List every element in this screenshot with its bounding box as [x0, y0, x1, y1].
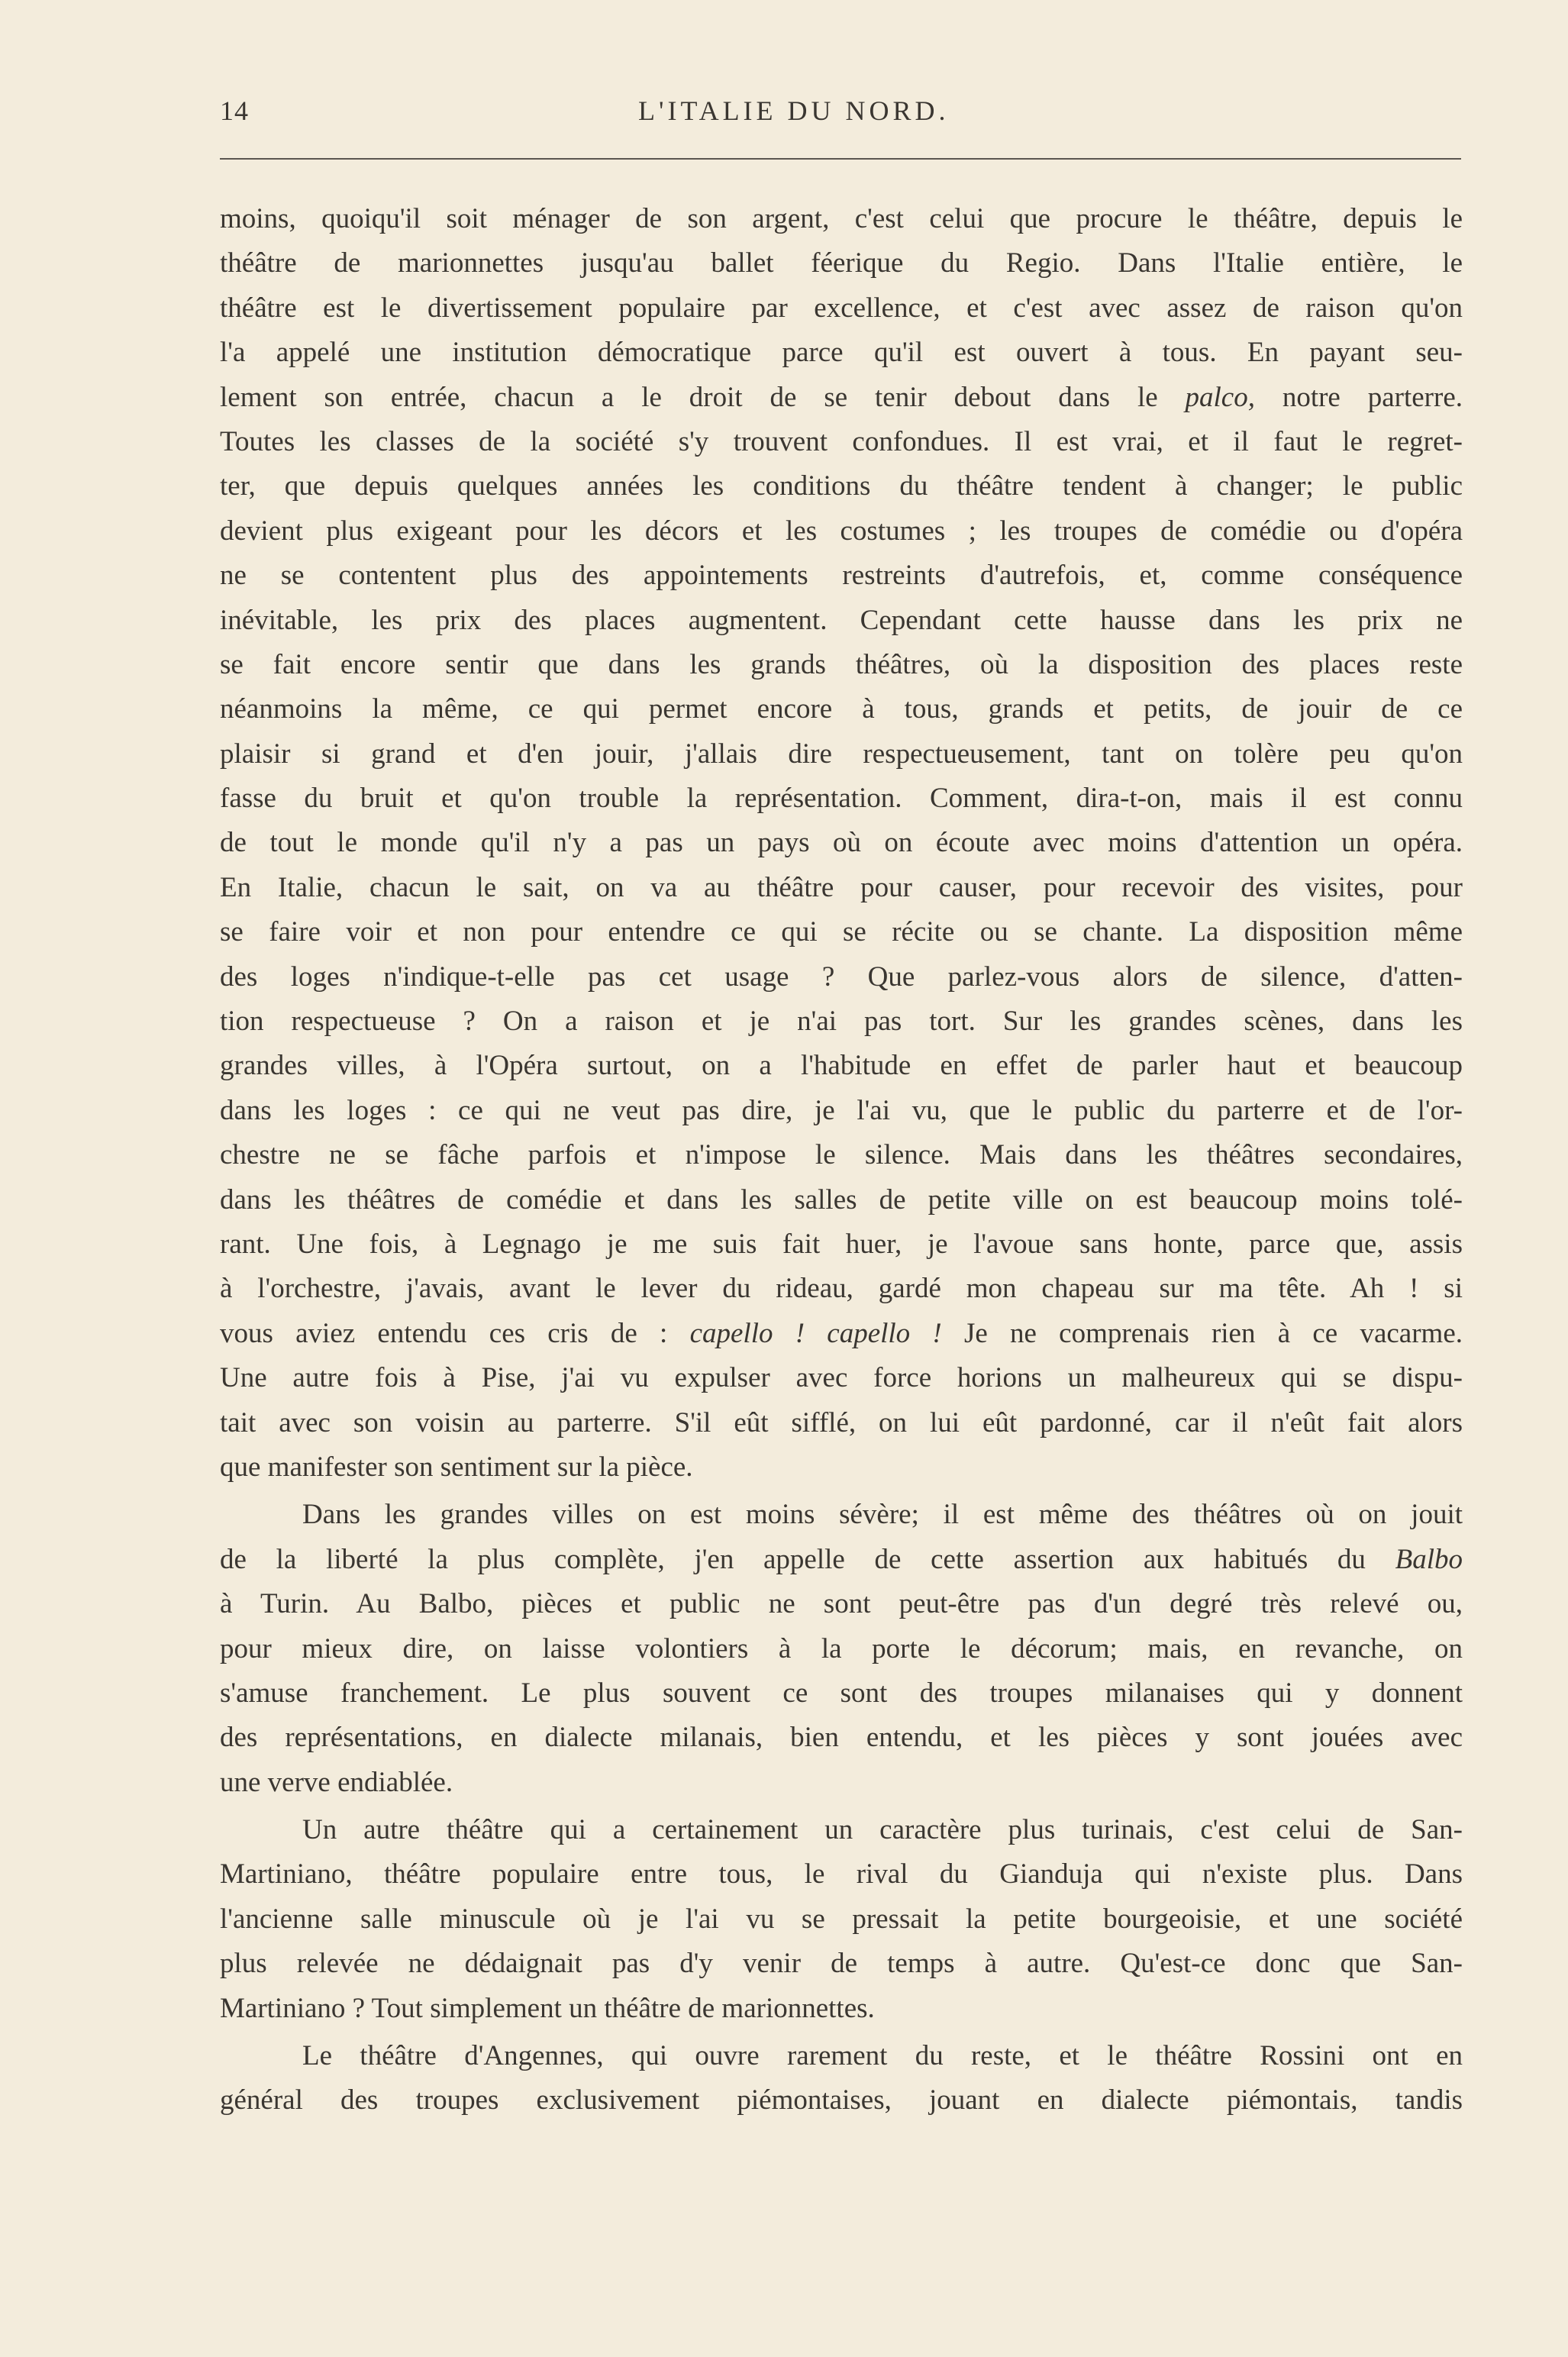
text-line: vous aviez entendu ces cris de : capello ! capello ! Je ne comprenais rien à ce vacarme.	[220, 1317, 1463, 1349]
text-body	[220, 197, 1463, 2123]
text-line: pour mieux dire, on laisse volontiers à la porte le décorum; mais, en revanche, on	[220, 1632, 1463, 1664]
text-line: tion respectueuse ? On a raison et je n'ai pas tort. Sur les grandes scènes, dans les	[220, 1006, 1463, 1038]
text-line: Toutes les classes de la société s'y trouvent confondues. Il est vrai, et il faut le regret-	[220, 425, 1463, 457]
text-line: dans les loges : ce qui ne veut pas dire, je l'ai vu, que le public du parterre et de l'or-	[220, 1094, 1463, 1126]
text-line: chestre ne se fâche parfois et n'impose le silence. Mais dans les théâtres secondaires,	[220, 1139, 1463, 1171]
text-line: se faire voir et non pour entendre ce qui se récite ou se chante. La disposition même	[220, 916, 1463, 948]
text-line: néanmoins la même, ce qui permet encore à tous, grands et petits, de jouir de ce	[220, 693, 1463, 725]
text-line: tait avec son voisin au parterre. S'il eût sifflé, on lui eût pardonné, car il n'eût fait alors	[220, 1406, 1463, 1438]
text-line: général des troupes exclusivement piémontaises, jouant en dialecte piémontais, tandis	[220, 2084, 1463, 2116]
text-line: que manifester son sentiment sur la pièce.	[220, 1451, 693, 1483]
text-line: inévitable, les prix des places augmentent. Cependant cette hausse dans les prix ne	[220, 604, 1463, 636]
text-line: des représentations, en dialecte milanais, bien entendu, et les pièces y sont jouées avec	[220, 1722, 1463, 1754]
text-line: à l'orchestre, j'avais, avant le lever du rideau, gardé mon chapeau sur ma tête. Ah ! si	[220, 1273, 1463, 1305]
text-line: de la liberté la plus complète, j'en appelle de cette assertion aux habitués du Balbo	[220, 1543, 1463, 1575]
text-line: Le théâtre d'Angennes, qui ouvre rarement du reste, et le théâtre Rossini ont en	[302, 2040, 1463, 2072]
text-line: théâtre est le divertissement populaire par excellence, et c'est avec assez de raison qu'on	[220, 292, 1463, 324]
text-line: des loges n'indique-t-elle pas cet usage ? Que parlez-vous alors de silence, d'atten-	[220, 961, 1463, 993]
text-line: Une autre fois à Pise, j'ai vu expulser avec force horions un malheureux qui se dispu-	[220, 1362, 1463, 1394]
text-line: s'amuse franchement. Le plus souvent ce sont des troupes milanaises qui y donnent	[220, 1677, 1463, 1709]
running-title: L'ITALIE DU NORD.	[638, 95, 950, 126]
text-line: une verve endiablée.	[220, 1766, 453, 1798]
text-line: moins, quoiqu'il soit ménager de son argent, c'est celui que procure le théâtre, depuis le	[220, 203, 1463, 234]
text-line: de tout le monde qu'il n'y a pas un pays où on écoute avec moins d'attention un opéra.	[220, 827, 1463, 859]
text-line: dans les théâtres de comédie et dans les salles de petite ville on est beaucoup moins tolé-	[220, 1183, 1463, 1216]
paragraph	[220, 2034, 1463, 2123]
text-line: ter, que depuis quelques années les conditions du théâtre tendent à changer; le public	[220, 470, 1463, 502]
text-line: théâtre de marionnettes jusqu'au ballet féerique du Regio. Dans l'Italie entière, le	[220, 247, 1463, 279]
paragraph	[220, 197, 1463, 1490]
text-line: fasse du bruit et qu'on trouble la représentation. Comment, dira-t-on, mais il est connu	[220, 783, 1463, 815]
text-line: se fait encore sentir que dans les grands théâtres, où la disposition des places reste	[220, 648, 1463, 680]
paragraph	[220, 1493, 1463, 1805]
text-line: Martiniano ? Tout simplement un théâtre de marionnettes.	[220, 1992, 875, 2024]
text-line: plus relevée ne dédaignait pas d'y venir de temps à autre. Qu'est-ce donc que San-	[220, 1948, 1463, 1980]
text-line: En Italie, chacun le sait, on va au théâtre pour causer, pour recevoir des visites, pour	[220, 871, 1463, 903]
text-line: grandes villes, à l'Opéra surtout, on a l'habitude en effet de parler haut et beaucoup	[220, 1050, 1463, 1082]
text-line: l'a appelé une institution démocratique parce qu'il est ouvert à tous. En payant seu-	[220, 337, 1463, 369]
text-line: Dans les grandes villes on est moins sévère; il est même des théâtres où on jouit	[302, 1499, 1463, 1531]
text-line: lement son entrée, chacun a le droit de se tenir debout dans le palco, notre parterre.	[220, 381, 1463, 413]
text-line: Martiniano, théâtre populaire entre tous, le rival du Gianduja qui n'existe plus. Dans	[220, 1858, 1463, 1890]
text-line: l'ancienne salle minuscule où je l'ai vu se pressait la petite bourgeoisie, et une société	[220, 1903, 1463, 1935]
header-rule	[220, 158, 1461, 160]
text-line: ne se contentent plus des appointements restreints d'autrefois, et, comme conséquence	[220, 560, 1463, 592]
text-line: plaisir si grand et d'en jouir, j'allais dire respectueusement, tant on tolère peu qu'on	[220, 738, 1463, 770]
text-line: Un autre théâtre qui a certainement un caractère plus turinais, c'est celui de San-	[302, 1814, 1463, 1846]
text-line: à Turin. Au Balbo, pièces et public ne sont peut-être pas d'un degré très relevé ou,	[220, 1588, 1463, 1620]
text-line: rant. Une fois, à Legnago je me suis fait huer, je l'avoue sans honte, parce que, assis	[220, 1228, 1463, 1260]
text-line: devient plus exigeant pour les décors et les costumes ; les troupes de comédie ou d'opéra	[220, 515, 1463, 547]
page-number: 14	[220, 95, 249, 126]
paragraph	[220, 1808, 1463, 2031]
